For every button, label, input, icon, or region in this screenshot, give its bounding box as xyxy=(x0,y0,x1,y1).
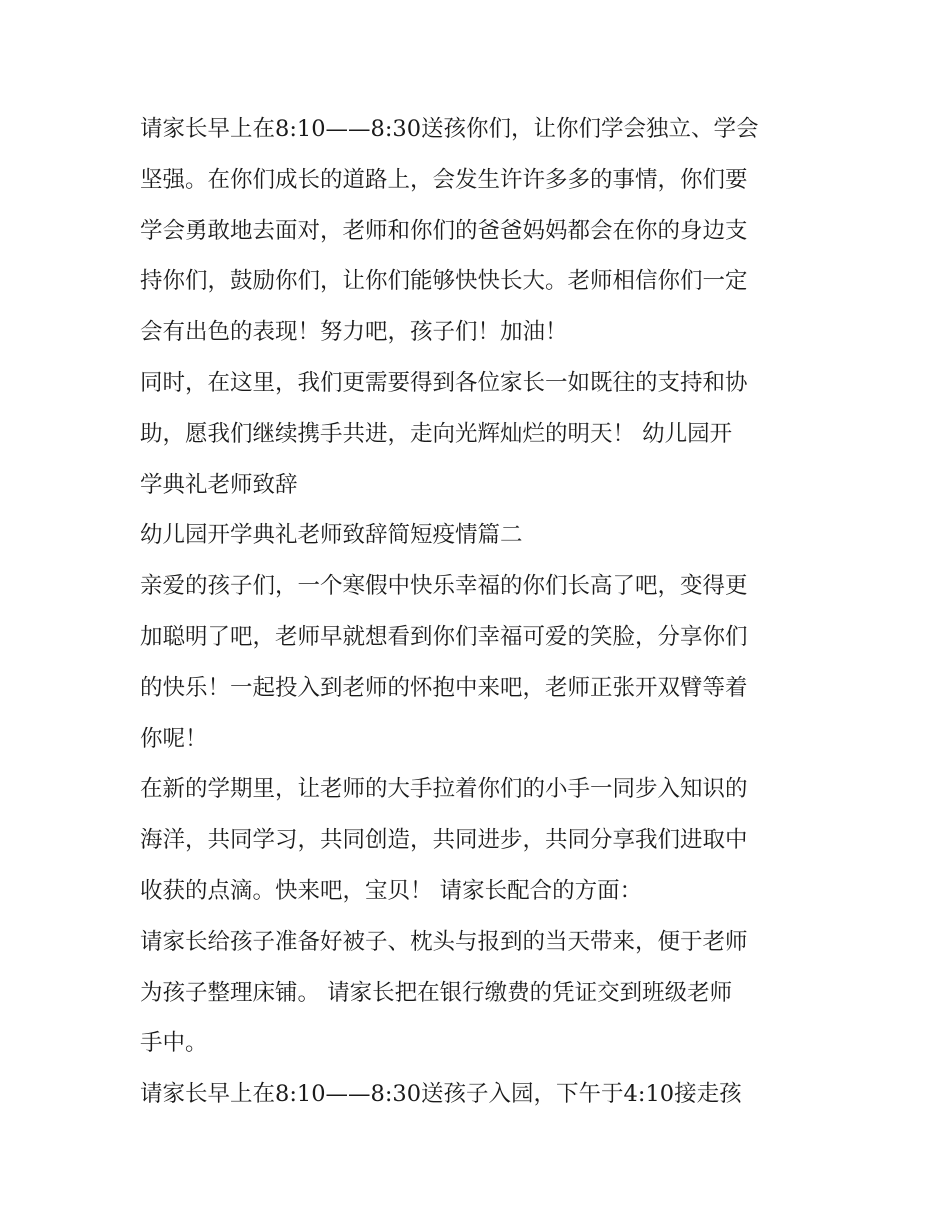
document-body xyxy=(140,104,820,1120)
text-line: 学会勇敢地去面对，老师和你们的爸爸妈妈都会在你的身边支 xyxy=(140,217,748,244)
text-line: 持你们，鼓励你们，让你们能够快快长大。老师相信你们一定 xyxy=(140,268,748,295)
text-line: 收获的点滴。快来吧，宝贝！ 请家长配合的方面： xyxy=(140,877,643,904)
text-line: 请家长给孩子准备好被子、枕头与报到的当天带来，便于老师 xyxy=(140,928,748,955)
text-line: 手中。 xyxy=(140,1030,208,1057)
text-line: 的快乐！一起投入到老师的怀抱中来吧，老师正张开双臂等着 xyxy=(140,674,748,701)
text-line: 海洋，共同学习，共同创造，共同进步，共同分享我们进取中 xyxy=(140,827,748,854)
text-line: 你呢！ xyxy=(140,725,208,752)
text-line: 加聪明了吧，老师早就想看到你们幸福可爱的笑脸，分享你们 xyxy=(140,623,748,650)
text-line: 请家长早上在8:10——8:30送孩你们，让你们学会独立、学会 xyxy=(140,116,759,142)
text-line: 亲爱的孩子们，一个寒假中快乐幸福的你们长高了吧，变得更 xyxy=(140,573,748,600)
text-line: 坚强。在你们成长的道路上，会发生许许多多的事情，你们要 xyxy=(140,166,748,193)
text-line: 在新的学期里，让老师的大手拉着你们的小手一同步入知识的 xyxy=(140,776,748,803)
section-heading: 幼儿园开学典礼老师致辞简短疫情篇二 xyxy=(140,522,523,549)
text-line: 学典礼老师致辞 xyxy=(140,471,298,498)
text-line: 请家长早上在8:10——8:30送孩子入园，下午于4:10接走孩 xyxy=(140,1081,742,1108)
text-line: 助，愿我们继续携手共进，走向光辉灿烂的明天！ 幼儿园开 xyxy=(140,420,733,447)
text-line: 为孩子整理床铺。 请家长把在银行缴费的凭证交到班级老师 xyxy=(140,979,733,1006)
text-line: 会有出色的表现！努力吧，孩子们！加油！ xyxy=(140,319,568,346)
text-line: 同时，在这里，我们更需要得到各位家长一如既往的支持和协 xyxy=(140,369,748,396)
